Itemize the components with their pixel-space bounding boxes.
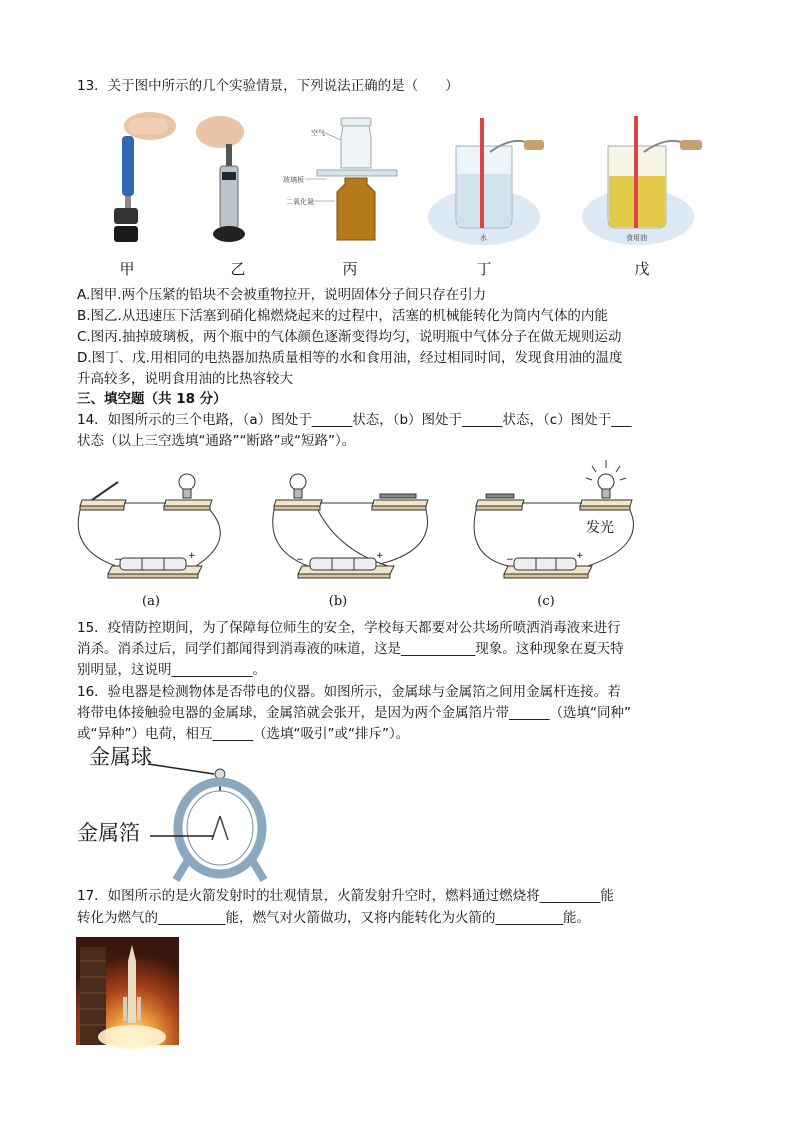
glow-label: 发光 (586, 520, 614, 536)
circuit-a (76, 470, 256, 588)
label-water: 水 (480, 234, 487, 242)
q13-option-d: D.图丁、戊.用相同的电热器加热质量相等的水和食用油，经过相同时间，发现食用油的温度 (77, 350, 623, 366)
svg-text:−: − (114, 555, 122, 565)
circuit-caption-c: (c) (537, 594, 555, 609)
svg-text:+: + (188, 551, 196, 561)
svg-text:+: + (376, 551, 384, 561)
q16-line3: 或“异种”）电荷，相互______（选填“吸引”或“排斥”）。 (77, 726, 410, 742)
q13-option-b: B.图乙.从迅速压下活塞到硝化棉燃烧起来的过程中，活塞的机械能转化为筒内气体的内能 (77, 308, 608, 324)
circuit-caption-a: (a) (142, 594, 160, 609)
label-oil: 食用油 (626, 234, 647, 242)
label-glass: 玻璃板 (283, 176, 304, 184)
q13-option-c: C.图丙.抽掉玻璃板，两个瓶中的气体颜色逐渐变得均匀，说明瓶中气体分子在做无规则运动 (77, 329, 622, 345)
q15-line3: 别明显，这说明____________。 (77, 662, 266, 678)
rocket-launch-photo (76, 937, 179, 1045)
circuit-caption-b: (b) (328, 594, 348, 609)
figure-bing (283, 112, 403, 247)
label-no2: 二氧化氮 (286, 198, 314, 206)
caption-yi: 乙 (230, 260, 246, 278)
figure-yi (198, 112, 258, 247)
caption-ding: 丁 (476, 260, 492, 278)
label-metal-ball: 金属球 (89, 745, 152, 769)
q15-line2: 消杀。消杀过后，同学们都闻得到消毒液的味道，这是___________现象。这种现象在夏天特 (77, 641, 624, 657)
figure-wu (582, 112, 712, 247)
caption-bing: 丙 (342, 260, 358, 278)
q14-line2: 状态（以上三空选填“通路”“断路”或“短路”）。 (77, 433, 356, 449)
q13-stem: 13．关于图中所示的几个实验情景，下列说法正确的是（ ） (77, 78, 459, 94)
section-heading: 三、填空题（共 18 分） (77, 391, 227, 407)
q15-line1: 15．疫情防控期间，为了保障每位师生的安全，学校每天都要对公共场所喷洒消毒液来进行 (77, 620, 621, 636)
circuit-b (268, 470, 448, 588)
svg-text:+: + (576, 551, 584, 561)
q14-line1: 14．如图所示的三个电路，（a）图处于______状态，（b）图处于______状态，（c）图处于___ (77, 412, 632, 428)
label-air: 空气 (311, 129, 325, 137)
label-metal-foil: 金属箔 (77, 821, 140, 845)
figure-jia (108, 108, 178, 248)
electroscope (148, 756, 268, 884)
caption-wu: 戊 (634, 260, 650, 278)
q16-line1: 16．验电器是检测物体是否带电的仪器。如图所示，金属球与金属箔之间用金属杆连接。若 (77, 684, 621, 700)
circuit-c (470, 456, 650, 588)
q17-line1: 17．如图所示的是火箭发射时的壮观情景，火箭发射升空时，燃料通过燃烧将_________能 (77, 888, 614, 904)
svg-text:−: − (506, 555, 514, 565)
figure-ding (428, 112, 548, 247)
svg-text:−: − (296, 555, 304, 565)
q16-line2: 将带电体接触验电器的金属球，金属箔就会张开，是因为两个金属箔片带______（选填“同种” (77, 705, 631, 721)
caption-jia: 甲 (119, 260, 135, 278)
q13-option-d-cont: 升高较多，说明食用油的比热容较大 (77, 371, 293, 387)
q13-option-a: A.图甲.两个压紧的铅块不会被重物拉开，说明固体分子间只存在引力 (77, 287, 487, 303)
q17-line2: 转化为燃气的__________能，燃气对火箭做功，又将内能转化为火箭的__________能。 (77, 910, 590, 926)
